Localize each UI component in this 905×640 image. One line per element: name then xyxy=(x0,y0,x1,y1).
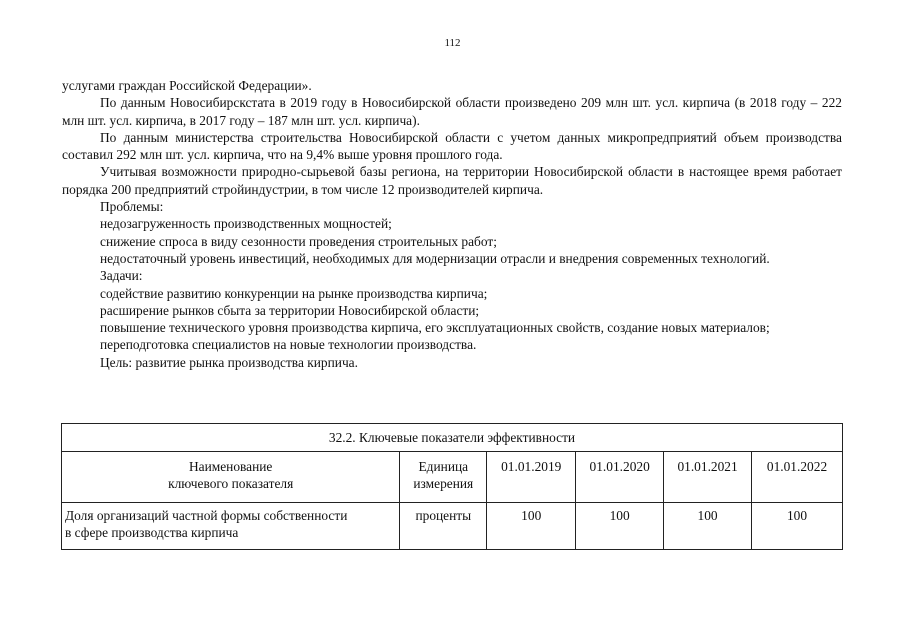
header-date: 01.01.2020 xyxy=(576,452,664,503)
paragraph: По данным Новосибирскстата в 2019 году в Новосибирской области произведено 209 млн шт. усл. кирпича (в 2018 году – 222 млн шт. усл. кирпича, в 2017 году – 187 млн шт. усл. кирпича). xyxy=(62,95,842,128)
indicator-value: 100 xyxy=(487,503,576,550)
header-date: 01.01.2019 xyxy=(487,452,576,503)
header-indicator-name: Наименование ключевого показателя xyxy=(62,452,400,503)
paragraph: По данным министерства строительства Новосибирской области с учетом данных микропредприятий объем производства составил 292 млн шт. усл. кирпича, что на 9,4% выше уровня прошлого года. xyxy=(62,129,842,163)
table-caption: 32.2. Ключевые показатели эффективности xyxy=(62,424,843,452)
list-item: содействие развитию конкуренции на рынке производства кирпича; xyxy=(100,285,488,301)
indicator-value: 100 xyxy=(752,503,843,550)
list-item: недостаточный уровень инвестиций, необходимых для модернизации отрасли и внедрения современных технологий. xyxy=(100,250,770,266)
table-header-row xyxy=(62,452,843,503)
paragraph: услугами граждан Российской Федерации». xyxy=(62,78,312,93)
indicator-unit: проценты xyxy=(400,503,487,550)
header-date: 01.01.2021 xyxy=(664,452,752,503)
document-body xyxy=(62,77,842,371)
kpi-table xyxy=(61,423,843,550)
section-heading-problems: Проблемы: xyxy=(100,199,164,215)
list-item: снижение спроса в виду сезонности проведения строительных работ; xyxy=(100,233,497,249)
paragraph: Учитывая возможности природно-сырьевой базы региона, на территории Новосибирской области в настоящее время работает порядка 200 предприятий стройиндустрии, в том числе 12 производителей кирпича. xyxy=(62,164,842,197)
list-item: недозагруженность производственных мощностей; xyxy=(100,216,392,232)
list-item: переподготовка специалистов на новые технологии производства. xyxy=(100,337,477,353)
header-date: 01.01.2022 xyxy=(752,452,843,503)
table-row xyxy=(62,503,843,550)
indicator-value: 100 xyxy=(664,503,752,550)
header-unit: Единица измерения xyxy=(400,452,487,503)
indicator-value: 100 xyxy=(576,503,664,550)
section-heading-tasks: Задачи: xyxy=(100,268,143,284)
goal-statement: Цель: развитие рынка производства кирпича. xyxy=(100,354,358,370)
list-item: повышение технического уровня производства кирпича, его эксплуатационных свойств, создание новых материалов; xyxy=(100,320,770,336)
page-number: 112 xyxy=(444,37,461,49)
indicator-name: Доля организаций частной формы собственности в сфере производства кирпича xyxy=(62,503,400,550)
list-item: расширение рынков сбыта за территории Новосибирской области; xyxy=(100,302,480,318)
